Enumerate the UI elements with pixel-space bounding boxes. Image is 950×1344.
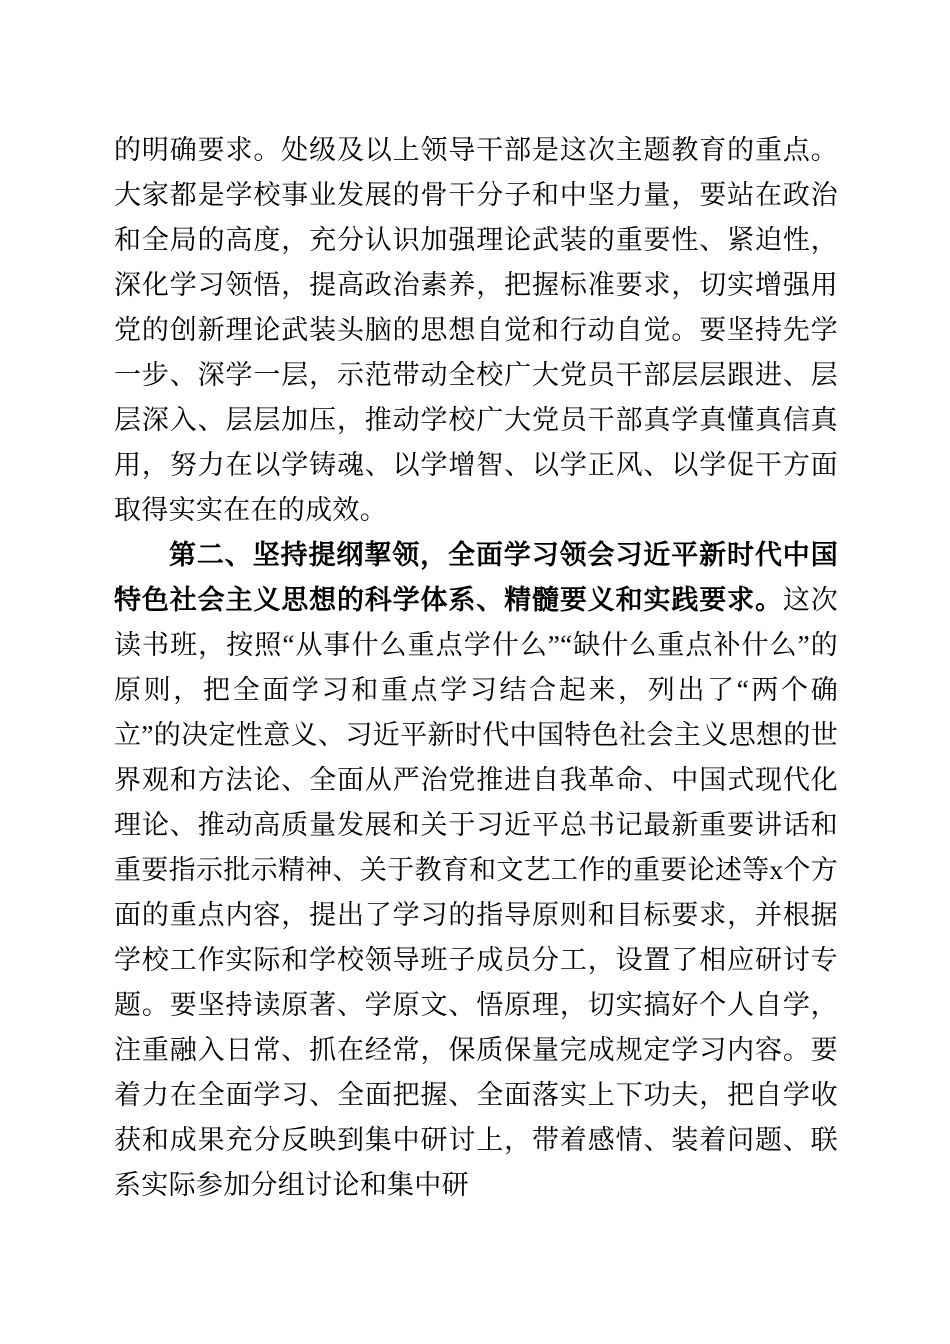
paragraph-text: 这次读书班，按照“从事什么重点学什么”“缺什么重点补什么”的原则，把全面学习和重点学习结合起来，列出了“两个确立”的决定性意义、习近平新时代中国特色社会主义思想的世界观和方法论、全面从严治党推进自我革命、中国式现代化理论、推动高质量发展和关于习近平总书记最新重要讲话和重要指示批示精神、关于教育和文艺工作的重要论述等x个方面的重点内容，提出了学习的指导原则和目标要求，并根据学校工作实际和学校领导班子成员分工，设置了相应研讨专题。要坚持读原著、学原文、悟原理，切实搞好个人自学，注重融入日常、抓在经常，保质保量完成规定学习内容。要着力在全面学习、全面把握、全面落实上下功夫，把自学收获和成果充分反映到集中研讨上，带着感情、装着问题、联系实际参加分组讨论和集中研	[114, 585, 838, 1200]
paragraph	[114, 533, 838, 1208]
paragraph-lead-bold: 第二、坚持提纲挈领，全面学习领会习近平新时代中国特色社会主义思想的科学体系、精髓要义和实践要求。	[114, 540, 838, 615]
paragraph	[114, 128, 838, 533]
document-body	[114, 128, 838, 1208]
paragraph-text: 的明确要求。处级及以上领导干部是这次主题教育的重点。大家都是学校事业发展的骨干分子和中坚力量，要站在政治和全局的高度，充分认识加强理论武装的重要性、紧迫性，深化学习领悟，提高政治素养，把握标准要求，切实增强用党的创新理论武装头脑的思想自觉和行动自觉。要坚持先学一步、深学一层，示范带动全校广大党员干部层层跟进、层层深入、层层加压，推动学校广大党员干部真学真懂真信真用，努力在以学铸魂、以学增智、以学正风、以学促干方面取得实实在在的成效。	[114, 135, 838, 525]
